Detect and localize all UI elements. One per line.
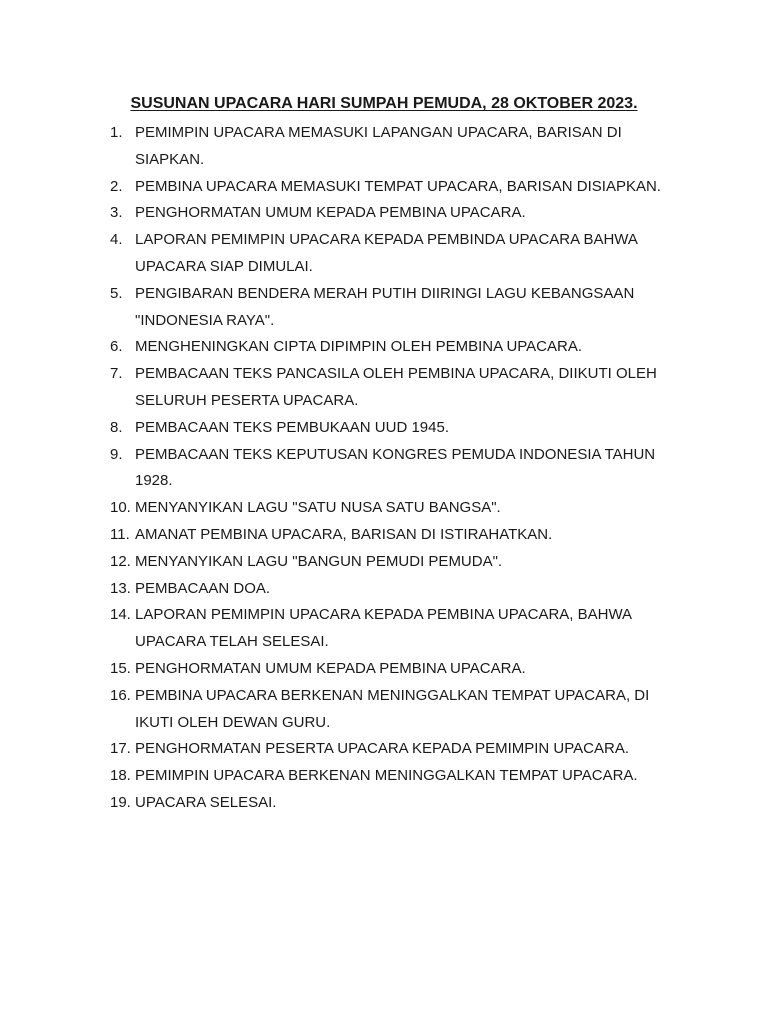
item-text: AMANAT PEMBINA UPACARA, BARISAN DI ISTIRAHATKAN.	[135, 525, 553, 543]
item-text: MENYANYIKAN LAGU "SATU NUSA SATU BANGSA".	[135, 499, 501, 517]
item-number: 18.	[110, 767, 131, 785]
list-item	[110, 522, 690, 549]
list-item	[110, 200, 690, 227]
list-item	[110, 763, 690, 790]
list-item	[110, 120, 690, 174]
list-item	[110, 495, 690, 522]
item-text: PENGIBARAN BENDERA MERAH PUTIH DIIRINGI LAGU KEBANGSAAN "INDONESIA RAYA".	[135, 284, 635, 329]
item-number: 10.	[110, 499, 131, 517]
item-number: 2.	[110, 177, 123, 195]
item-text: PEMIMPIN UPACARA MEMASUKI LAPANGAN UPACARA, BARISAN DI SIAPKAN.	[135, 124, 622, 168]
item-number: 15.	[110, 659, 131, 677]
item-text: LAPORAN PEMIMPIN UPACARA KEPADA PEMBINDA UPACARA BAHWA UPACARA SIAP DIMULAI.	[135, 231, 638, 275]
item-number: 14.	[110, 606, 131, 624]
item-text: PENGHORMATAN UMUM KEPADA PEMBINA UPACARA.	[135, 204, 526, 222]
item-number: 3.	[110, 204, 123, 222]
list-item	[110, 683, 690, 737]
item-text: UPACARA SELESAI.	[135, 793, 277, 811]
list-item	[110, 576, 690, 603]
item-text: PEMBACAAN TEKS PANCASILA OLEH PEMBINA UPACARA, DIIKUTI OLEH SELURUH PESERTA UPACARA.	[135, 365, 657, 409]
item-number: 4.	[110, 231, 123, 249]
item-number: 7.	[110, 365, 123, 383]
item-number: 13.	[110, 579, 131, 597]
list-item	[110, 227, 690, 281]
item-text: PEMBACAAN TEKS KEPUTUSAN KONGRES PEMUDA INDONESIA TAHUN 1928.	[135, 445, 656, 490]
item-number: 8.	[110, 418, 123, 436]
list-item	[110, 656, 690, 683]
list-item	[110, 736, 690, 763]
list-item	[110, 334, 690, 361]
item-text: PEMBINA UPACARA BERKENAN MENINGGALKAN TEMPAT UPACARA, DI IKUTI OLEH DEWAN GURU.	[135, 686, 650, 731]
item-number: 12.	[110, 552, 131, 570]
list-item	[110, 549, 690, 576]
item-text: PENGHORMATAN PESERTA UPACARA KEPADA PEMIMPIN UPACARA.	[135, 740, 629, 758]
list-item	[110, 602, 690, 656]
item-text: PEMBACAAN TEKS PEMBUKAAN UUD 1945.	[135, 418, 449, 436]
item-number: 5.	[110, 284, 123, 302]
list-item	[110, 442, 690, 496]
item-number: 1.	[110, 124, 123, 141]
list-item	[110, 281, 690, 335]
list-item	[110, 790, 690, 817]
item-number: 17.	[110, 740, 131, 758]
list-item	[110, 415, 690, 442]
document-title: SUSUNAN UPACARA HARI SUMPAH PEMUDA, 28 OKTOBER 2023.	[130, 95, 638, 112]
item-text: MENYANYIKAN LAGU "BANGUN PEMUDI PEMUDA".	[135, 552, 503, 570]
list-item	[110, 174, 690, 201]
agenda-list	[110, 120, 690, 817]
item-text: MENGHENINGKAN CIPTA DIPIMPIN OLEH PEMBINA UPACARA.	[135, 338, 583, 356]
item-text: PEMIMPIN UPACARA BERKENAN MENINGGALKAN TEMPAT UPACARA.	[135, 767, 638, 785]
list-item	[110, 361, 690, 415]
item-number: 6.	[110, 338, 123, 356]
item-text: LAPORAN PEMIMPIN UPACARA KEPADA PEMBINA UPACARA, BAHWA UPACARA TELAH SELESAI.	[135, 606, 633, 651]
item-text: PENGHORMATAN UMUM KEPADA PEMBINA UPACARA.	[135, 659, 526, 677]
item-text: PEMBACAAN DOA.	[135, 579, 271, 597]
item-number: 11.	[110, 525, 130, 543]
item-number: 9.	[110, 445, 123, 463]
item-number: 19.	[110, 793, 131, 811]
item-text: PEMBINA UPACARA MEMASUKI TEMPAT UPACARA, BARISAN DISIAPKAN.	[135, 177, 661, 195]
item-number: 16.	[110, 686, 131, 704]
